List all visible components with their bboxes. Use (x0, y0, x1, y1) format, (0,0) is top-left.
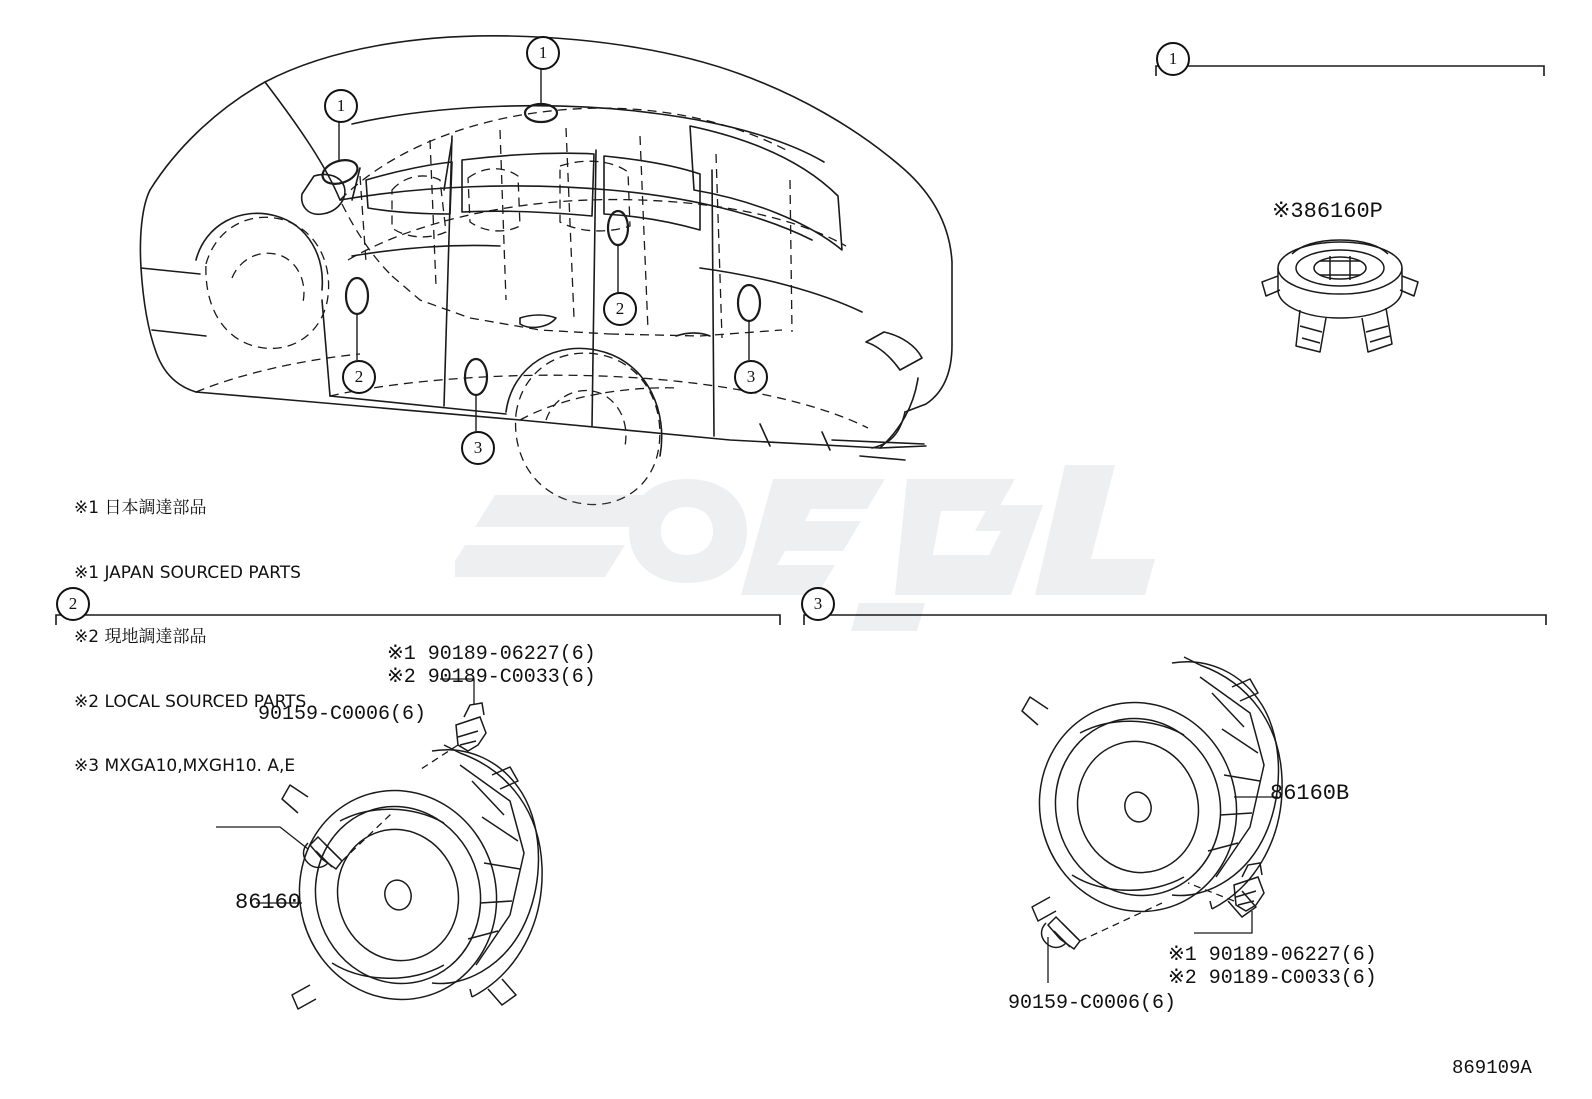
callout-3-quarter-speaker: 3 (734, 360, 768, 394)
legend-line-3: ※2 現地調達部品 (74, 627, 207, 647)
callout-panel-1: 1 (1156, 42, 1190, 76)
part-label-86160: 86160 (235, 890, 302, 915)
part-label-90189-06227-panel2: ※1 90189-06227(6) (387, 643, 596, 666)
legend-line-1: ※1 日本調達部品 (74, 498, 207, 518)
callout-2-front-door-speaker: 2 (342, 360, 376, 394)
callout-panel-3: 3 (801, 587, 835, 621)
part-label-86160B: 86160B (1270, 781, 1350, 806)
callout-1-front-speaker: 1 (324, 89, 358, 123)
part-label-90159-C0006-panel2: 90159-C0006(6) (258, 703, 427, 726)
callout-2-rear-door-speaker: 2 (603, 292, 637, 326)
callout-3-rocker-speaker: 3 (461, 431, 495, 465)
part-label-90189-06227-panel3: ※1 90189-06227(6) (1168, 944, 1377, 967)
legend-line-4: ※2 LOCAL SOURCED PARTS (74, 691, 307, 712)
part-label-90189-C0033-panel2: ※2 90189-C0033(6) (387, 666, 596, 689)
figure-code: 869109A (1452, 1057, 1532, 1079)
callout-1-roof-speaker: 1 (526, 36, 560, 70)
part-label-86160P: ※386160P (1272, 199, 1383, 224)
part-label-90189-C0033-panel3: ※2 90189-C0033(6) (1168, 967, 1377, 990)
callout-panel-2: 2 (56, 587, 90, 621)
legend-line-2: ※1 JAPAN SOURCED PARTS (74, 562, 301, 583)
panel-1-illustration (1140, 40, 1560, 440)
part-label-90159-C0006-panel3: 90159-C0006(6) (1008, 992, 1177, 1015)
legend-line-5: ※3 MXGA10,MXGH10. A,E (74, 756, 296, 776)
